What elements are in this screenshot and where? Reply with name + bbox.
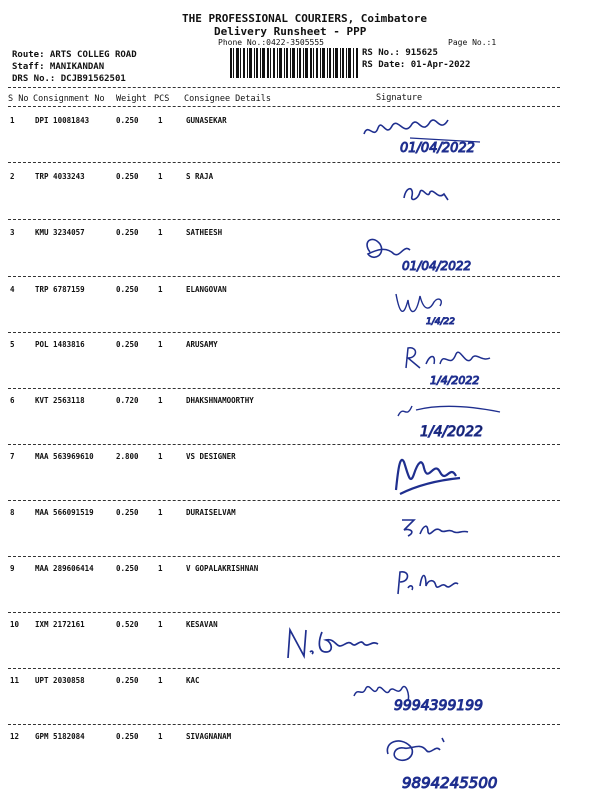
row-weight: 0.250: [116, 172, 139, 181]
signature-date: 1/4/22: [426, 317, 455, 327]
row-consignee: VS DESIGNER: [186, 452, 236, 461]
col-header-consignee: Consignee Details: [184, 94, 271, 104]
row-consignee: V GOPALAKRISHNAN: [186, 564, 259, 573]
row-consignee: SATHEESH: [186, 228, 223, 237]
signature-date: 01/04/2022: [400, 141, 475, 156]
row-sno: 10: [10, 620, 20, 629]
row-sno: 5: [10, 340, 15, 349]
row-pcs: 1: [158, 396, 163, 405]
row-weight: 0.250: [116, 508, 139, 517]
signature-row-2: [400, 182, 460, 206]
row-rule: [8, 500, 560, 501]
row-weight: 0.250: [116, 676, 139, 685]
row-sno: 11: [10, 676, 20, 685]
runsheet-subtitle: Delivery Runsheet - PPP: [214, 25, 367, 38]
row-rule: [8, 219, 560, 220]
route-label: Route: ARTS COLLEG ROAD: [12, 50, 137, 60]
barcode: [230, 48, 360, 78]
row-weight: 0.250: [116, 285, 139, 294]
row-rule: [8, 612, 560, 613]
row-sno: 9: [10, 564, 15, 573]
row-weight: 0.250: [116, 116, 139, 125]
row-rule: [8, 276, 560, 277]
signature-row-8: [398, 512, 478, 542]
col-header-sno: S No: [8, 94, 29, 104]
row-consignee: DHAKSHNAMOORTHY: [186, 396, 254, 405]
row-consignment: POL 1483816: [35, 340, 85, 349]
row-consignment: KMU 3234057: [35, 228, 85, 237]
drs-number: DRS No.: DCJB91562501: [12, 74, 126, 84]
row-rule: [8, 556, 560, 557]
row-consignment: MAA 566091519: [35, 508, 94, 517]
row-pcs: 1: [158, 676, 163, 685]
row-sno: 4: [10, 285, 15, 294]
row-weight: 0.250: [116, 228, 139, 237]
row-sno: 12: [10, 732, 20, 741]
row-pcs: 1: [158, 340, 163, 349]
row-weight: 2.800: [116, 452, 139, 461]
row-pcs: 1: [158, 620, 163, 629]
col-header-pcs: PCS: [154, 94, 170, 104]
row-sno: 3: [10, 228, 15, 237]
col-header-consignment: Consignment No: [33, 94, 105, 104]
row-consignee: DURAISELVAM: [186, 508, 236, 517]
signature-phone: 9994399199: [394, 698, 484, 714]
row-weight: 0.250: [116, 564, 139, 573]
row-consignment: TRP 6787159: [35, 285, 85, 294]
row-sno: 6: [10, 396, 15, 405]
row-sno: 7: [10, 452, 15, 461]
row-consignment: KVT 2563118: [35, 396, 85, 405]
staff-label: Staff: MANIKANDAN: [12, 62, 105, 72]
row-pcs: 1: [158, 285, 163, 294]
signature-row-4: [390, 286, 480, 330]
row-rule: [8, 724, 560, 725]
row-rule: [8, 388, 560, 389]
rs-number: RS No.: 915625: [362, 48, 438, 58]
row-sno: 1: [10, 116, 15, 125]
phone-number: Phone No.:0422-3505555: [218, 38, 324, 47]
row-weight: 0.520: [116, 620, 139, 629]
signature-row-11: [348, 676, 528, 720]
row-weight: 0.250: [116, 340, 139, 349]
row-consignment: IXM 2172161: [35, 620, 85, 629]
row-consignee: ARUSAMY: [186, 340, 218, 349]
row-rule: [8, 332, 560, 333]
signature-phone: 9894245500: [402, 774, 498, 792]
row-sno: 2: [10, 172, 15, 181]
signature-date: 1/4/2022: [430, 374, 480, 386]
signature-date: 01/04/2022: [402, 259, 472, 273]
row-pcs: 1: [158, 564, 163, 573]
row-consignee: KAC: [186, 676, 200, 685]
signature-row-3: [360, 232, 490, 276]
signature-row-1: [360, 112, 510, 158]
signature-row-5: [400, 340, 510, 386]
row-pcs: 1: [158, 116, 163, 125]
row-rule: [8, 162, 560, 163]
row-consignee: SIVAGNANAM: [186, 732, 232, 741]
row-consignment: UPT 2030858: [35, 676, 85, 685]
signature-date: 1/4/2022: [420, 424, 483, 440]
row-consignment: DPI 10081843: [35, 116, 90, 125]
row-consignee: ELANGOVAN: [186, 285, 227, 294]
row-pcs: 1: [158, 228, 163, 237]
row-consignment: MAA 563969610: [35, 452, 94, 461]
rs-date: RS Date: 01-Apr-2022: [362, 60, 471, 70]
signature-row-12: [380, 732, 540, 796]
row-consignment: GPM 5182084: [35, 732, 85, 741]
row-consignee: S RAJA: [186, 172, 214, 181]
row-weight: 0.250: [116, 732, 139, 741]
signature-row-9: [392, 566, 472, 598]
company-title: THE PROFESSIONAL COURIERS, Coimbatore: [182, 12, 428, 25]
row-consignment: TRP 4033243: [35, 172, 85, 181]
page-number: Page No.:1: [448, 38, 497, 47]
col-header-signature: Signature: [376, 93, 423, 103]
row-sno: 8: [10, 508, 15, 517]
signature-row-6: [390, 396, 510, 442]
row-weight: 0.720: [116, 396, 139, 405]
row-rule: [8, 444, 560, 445]
signature-row-10: [282, 622, 392, 666]
row-consignment: MAA 289606414: [35, 564, 94, 573]
header-bottom-rule: [8, 106, 560, 107]
signature-row-7: [390, 450, 470, 498]
row-rule: [8, 668, 560, 669]
header-top-rule: [8, 87, 560, 88]
row-pcs: 1: [158, 732, 163, 741]
row-consignee: GUNASEKAR: [186, 116, 227, 125]
row-pcs: 1: [158, 172, 163, 181]
row-consignee: KESAVAN: [186, 620, 218, 629]
row-pcs: 1: [158, 508, 163, 517]
row-pcs: 1: [158, 452, 163, 461]
col-header-weight: Weight: [116, 94, 147, 104]
